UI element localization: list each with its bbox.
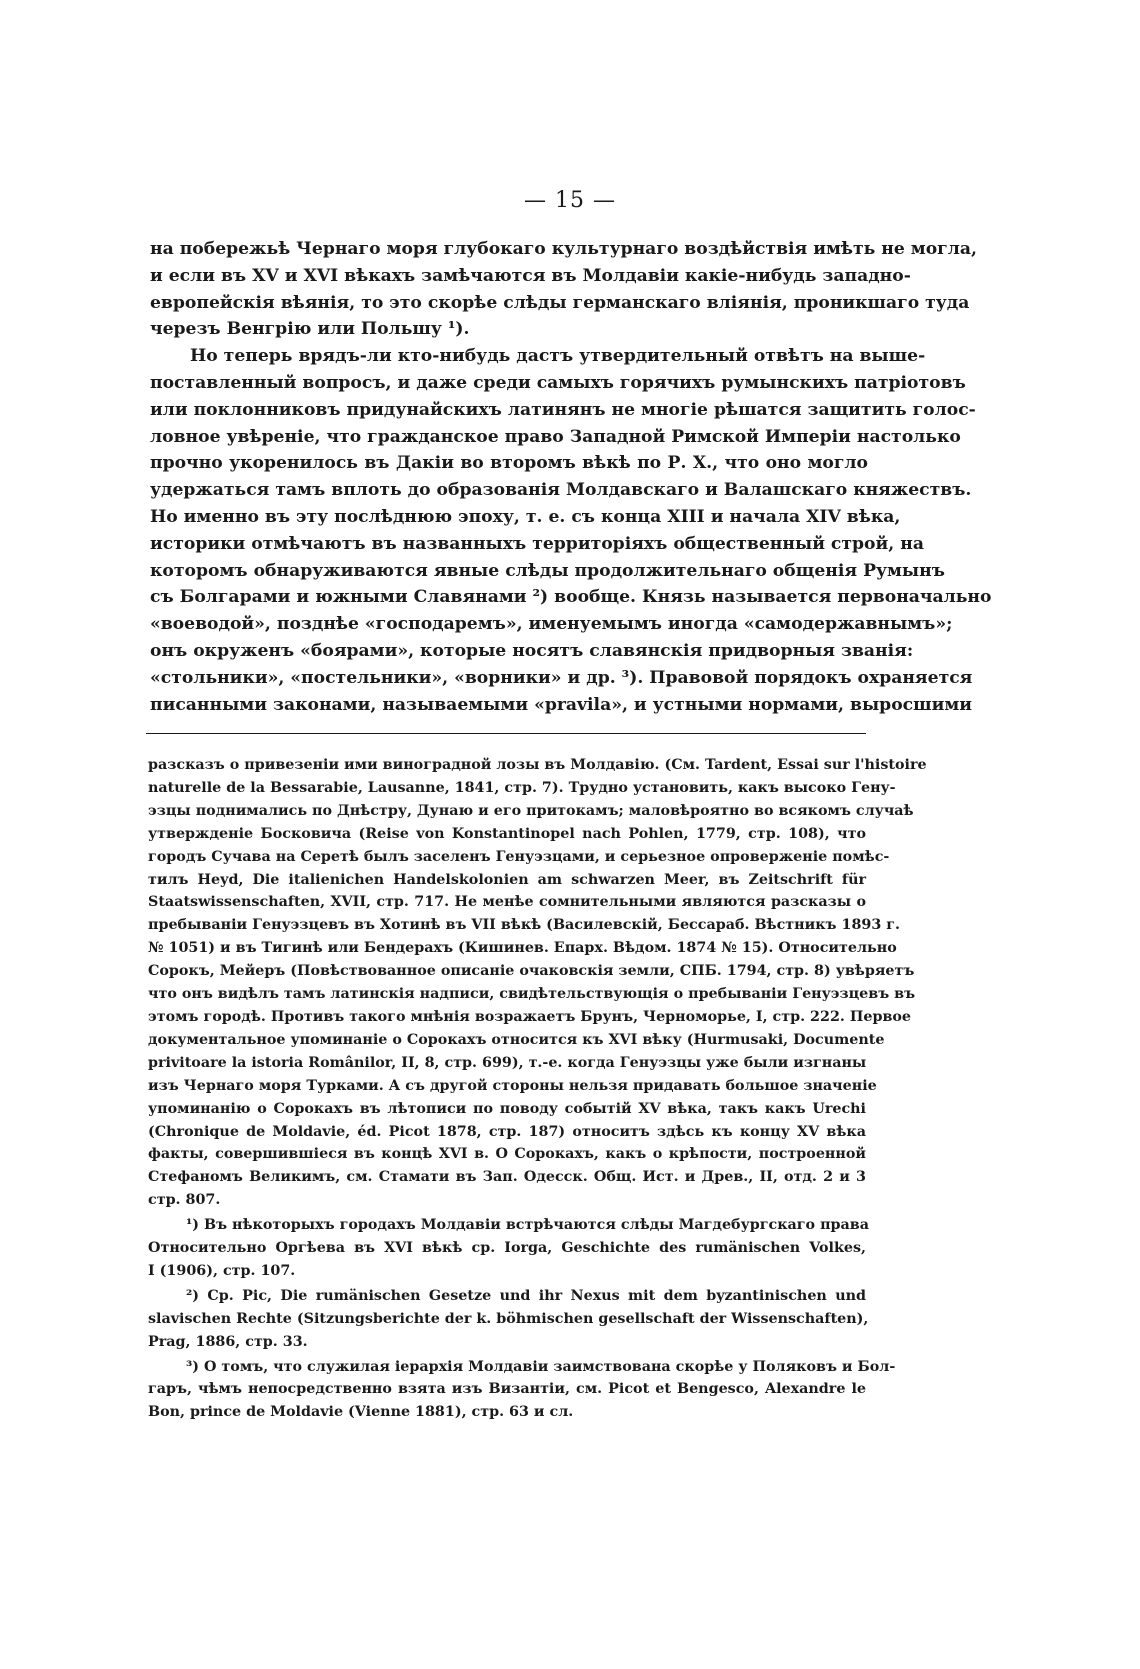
footnote-line: Prag, 1886, стр. 33.	[148, 1333, 308, 1350]
footnote-line: slavischen Rechte (Sitzungsberichte der k. böhmischen gesellschaft der Wissenschaften),	[148, 1310, 869, 1327]
footnote-line: Сорокъ, Мейеръ (Повѣствованное описаніе очаковскія земли, СПБ. 1794, стр. 8) увѣряетъ	[148, 963, 915, 980]
footnote-line: № 1051) и въ Тигинѣ или Бендерахъ (Кишинев. Епарх. Вѣдом. 1874 № 15). Относительно	[148, 940, 897, 957]
footnote-line: Относительно Оргѣева въ XVI вѣкѣ ср. Iorga, Geschichte des rumänischen Volkes,	[148, 1240, 866, 1257]
text-line: европейскія вѣянія, то это скорѣе слѣды германскаго вліянія, проникшаго туда	[150, 292, 970, 313]
footnote-line: утвержденіе Босковича (Reise von Konstantinopel nach Pohlen, 1779, стр. 108), что	[148, 825, 866, 842]
footnote-line: факты, совершившіеся въ концѣ XVI в. О Сорокахъ, какъ о крѣпости, построенной	[148, 1146, 866, 1163]
footnote-divider	[146, 733, 866, 734]
text-line: Но теперь врядъ-ли кто-нибудь дастъ утвердительный отвѣтъ на выше-	[190, 346, 926, 367]
main-text	[150, 236, 992, 718]
page-number: — 15 —	[524, 188, 616, 213]
text-line: черезъ Венгрію или Польшу ¹).	[150, 319, 470, 340]
text-line: на побережьѣ Чернаго моря глубокаго культурнаго воздѣйствія имѣть не могла,	[150, 239, 977, 259]
footnote-line: этомъ городѣ. Противъ такого мнѣнія возражаетъ Брунъ, Черноморье, I, стр. 222. Первое	[148, 1008, 912, 1025]
footnote-line: упоминанію о Сорокахъ въ лѣтописи по поводу событій XV вѣка, такъ какъ Urechi	[148, 1100, 866, 1117]
text-line: Но именно въ эту послѣднюю эпоху, т. е. съ конца XIII и начала XIV вѣка,	[150, 506, 901, 527]
footnote-1	[148, 1214, 869, 1283]
footnote-line: городъ Сучава на Серетѣ былъ заселенъ Генуэзцами, и серьезное опроверженіе помѣс-	[148, 848, 890, 865]
text-line: историки отмѣчаютъ въ названныхъ территоріяхъ общественный строй, на	[150, 533, 924, 554]
footnote-3	[148, 1356, 896, 1425]
text-line: прочно укоренилось въ Дакіи во второмъ вѣкѣ по Р. Х., что оно могло	[150, 453, 868, 474]
footnote-line: privitoare la istoria Românilor, II, 8, стр. 699), т.-е. когда Генуэзцы уже были изгнаны	[148, 1054, 867, 1071]
footnote-line: пребываніи Генуэзцевъ въ Хотинѣ въ VII вѣкѣ (Василевскій, Бессараб. Вѣстникъ 1893 г.	[148, 917, 901, 934]
text-line: или поклонниковъ придунайскихъ латинянъ не многіе рѣшатся защитить голос-	[150, 399, 976, 420]
footnote-line: ¹) Въ нѣкоторыхъ городахъ Молдавіи встрѣчаются слѣды Магдебургскаго права	[186, 1217, 869, 1234]
text-line: которомъ обнаруживаются явные слѣды продолжительнаго общенія Румынъ	[150, 560, 945, 581]
text-line: ловное увѣреніе, что гражданское право Западной Римской Имперіи настолько	[150, 426, 961, 447]
footnote-line: Staatswissenschaften, XVII, стр. 717. Не менѣе сомнительными являются разсказы о	[148, 894, 866, 911]
text-line: «воеводой», позднѣе «господаремъ», именуемымъ иногда «самодержавнымъ»;	[150, 614, 953, 635]
footnote-line: разсказъ о привезеніи ими виноградной лозы въ Молдавію. (См. Tardent, Essai sur l'histoire	[148, 757, 927, 773]
footnote-continuation	[148, 754, 927, 1212]
footnote-line: эзцы поднимались по Днѣстру, Дунаю и его притокамъ; маловѣроятно во всякомъ случаѣ	[148, 802, 914, 819]
footnote-line: ³) О томъ, что служилая іерархія Молдавіи заимствована скорѣе у Поляковъ и Бол-	[186, 1358, 896, 1375]
text-line: поставленный вопросъ, и даже среди самыхъ горячихъ румынскихъ патріотовъ	[150, 372, 966, 393]
footnote-line: гаръ, чѣмъ непосредственно взята изъ Византіи, см. Picot et Bengesco, Alexandre le	[148, 1381, 866, 1398]
footnote-line: что онъ видѣлъ тамъ латинскія надписи, свидѣтельствующія о пребываніи Генуэзцевъ въ	[148, 986, 916, 1003]
text-line: и если въ XV и XVI вѣкахъ замѣчаются въ Молдавіи какіе-нибудь западно-	[150, 265, 911, 286]
text-line: съ Болгарами и южными Славянами ²) вообще. Князь называется первоначально	[150, 587, 992, 608]
footnote-line: изъ Чернаго моря Турками. А съ другой стороны нельзя придавать большое значеніе	[148, 1077, 877, 1094]
footnote-line: документальное упоминаніе о Сорокахъ относится къ XVI вѣку (Hurmusaki, Documente	[148, 1031, 885, 1048]
text-line: удержаться тамъ вплоть до образованія Молдавскаго и Валашскаго княжествъ.	[150, 480, 972, 501]
footnote-line: Bon, prince de Moldavie (Vienne 1881), стр. 63 и сл.	[148, 1404, 574, 1421]
footnote-line: naturelle de la Bessarabie, Lausanne, 1841, стр. 7). Трудно установить, какъ высоко Гену-	[148, 779, 896, 796]
footnotes-section	[148, 754, 927, 1424]
footnote-line: Стефаномъ Великимъ, см. Стамати въ Зап. Одесск. Общ. Ист. и Древ., II, отд. 2 и 3	[148, 1169, 866, 1186]
footnote-2	[148, 1285, 869, 1354]
footnote-line: тилъ Heyd, Die italienichen Handelskolonien am schwarzen Meer, въ Zeitschrift für	[148, 871, 866, 888]
text-line: онъ окруженъ «боярами», которые носятъ славянскія придворныя званія:	[150, 640, 914, 661]
footnote-line: I (1906), стр. 107.	[148, 1262, 296, 1279]
footnote-line: стр. 807.	[148, 1192, 221, 1209]
footnote-line: (Chronique de Moldavie, éd. Picot 1878, стр. 187) относитъ здѣсь къ концу XV вѣка	[148, 1123, 866, 1140]
footnote-line: ²) Cp. Pic, Die rumänischen Gesetze und ihr Nexus mit dem byzantinischen und	[186, 1287, 866, 1304]
text-line: «стольники», «постельники», «ворники» и др. ³). Правовой порядокъ охраняется	[150, 667, 973, 688]
text-line: писанными законами, называемыми «pravila», и устными нормами, выросшими	[150, 694, 973, 715]
